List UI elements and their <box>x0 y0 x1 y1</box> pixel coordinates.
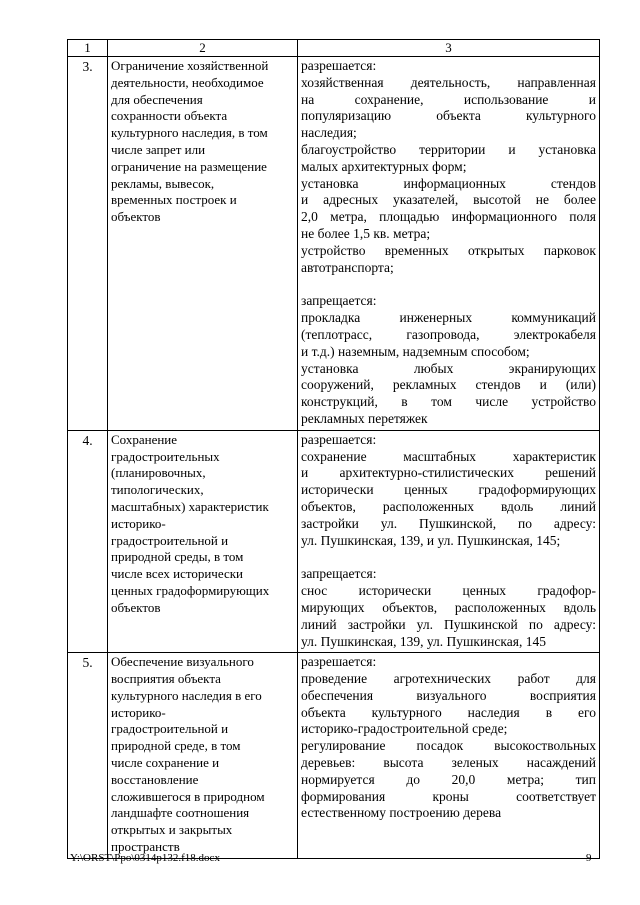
requirement-name-line: восприятия объекта <box>111 671 221 687</box>
description-line: популяризацию объекта культурного <box>301 108 596 124</box>
table-row <box>68 653 600 859</box>
regulations-table <box>67 39 600 859</box>
header-col-2: 2 <box>108 40 298 57</box>
requirement-name <box>108 430 298 653</box>
description-line: нормируется до 20,0 метра; тип <box>301 771 596 787</box>
description-line: обеспечения визуального восприятия <box>301 687 596 703</box>
description-line: исторически ценных градоформирующих <box>301 482 596 498</box>
description-line: (теплотрасс, газопровода, электрокабеля <box>301 326 596 342</box>
description-line: разрешается: <box>301 654 377 670</box>
description-line: и т.д.) наземным, надземным способом; <box>301 343 530 359</box>
description-line: конструкций, в том числе устройство <box>301 394 596 410</box>
description-line: линий застройки ул. Пушкинской по адресу: <box>301 616 596 632</box>
requirement-description <box>298 430 600 653</box>
row-number: 5. <box>68 653 108 859</box>
description-line: историко-градостроительной среде; <box>301 721 508 737</box>
requirement-name-line: временных построек и <box>111 192 237 208</box>
requirement-name-line: числе сохранение и <box>111 755 220 771</box>
requirement-name-line: культурного наследия, в том <box>111 125 268 141</box>
requirement-name-line: ландшафте соотношения <box>111 805 250 821</box>
description-block <box>301 293 596 427</box>
requirement-name-line: для обеспечения <box>111 91 203 107</box>
description-line: естественному построению дерева <box>301 805 502 821</box>
requirement-name-line: Обеспечение визуального <box>111 654 254 670</box>
description-line: формирования кроны соответствует <box>301 788 596 804</box>
description-line: установка информационных стендов <box>301 175 596 191</box>
requirement-description <box>298 653 600 859</box>
requirement-name-line: сохранности объекта <box>111 108 228 124</box>
table-row <box>68 430 600 653</box>
requirement-name-line: ценных градоформирующих <box>111 582 270 598</box>
requirement-name-line: градостроительных <box>111 448 220 464</box>
requirement-name-line: ограничение на размещение <box>111 158 267 174</box>
requirement-name-line: историко- <box>111 704 166 720</box>
requirement-name-line: Ограничение хозяйственной <box>111 58 269 73</box>
header-col-3: 3 <box>298 40 600 57</box>
table-header-row <box>68 40 600 57</box>
description-line: установка любых экранирующих <box>301 360 596 376</box>
requirement-name-line: (планировочных, <box>111 465 206 481</box>
requirement-name-line: градостроительной и <box>111 721 229 737</box>
requirement-name <box>108 57 298 431</box>
description-block <box>301 432 596 550</box>
requirement-name <box>108 653 298 859</box>
description-line: регулирование посадок высокоствольных <box>301 738 596 754</box>
description-line: автотранспорта; <box>301 259 394 275</box>
description-line: запрещается: <box>301 566 377 582</box>
description-line: на сохранение, использование и <box>301 91 596 107</box>
description-line: и архитектурно-стилистических решений <box>301 465 596 481</box>
requirement-name-line: сложившегося в природном <box>111 788 265 804</box>
description-line: хозяйственная деятельность, направленная <box>301 74 596 90</box>
description-line: благоустройство территории и установка <box>301 141 596 157</box>
requirement-description <box>298 57 600 431</box>
description-line: разрешается: <box>301 58 377 73</box>
row-number: 3. <box>68 57 108 431</box>
description-line: сооружений, рекламных стендов и (или) <box>301 377 596 393</box>
description-block <box>301 654 596 822</box>
requirement-name-line: природной среды, в том <box>111 549 244 565</box>
description-line: прокладка инженерных коммуникаций <box>301 310 596 326</box>
requirement-name-line: деятельности, необходимое <box>111 74 264 90</box>
description-line: рекламных перетяжек <box>301 410 428 426</box>
description-line: сохранение масштабных характеристик <box>301 448 596 464</box>
requirement-name-line: восстановление <box>111 771 199 787</box>
description-block <box>301 58 596 276</box>
description-block <box>301 566 596 650</box>
description-line: 2,0 метра, площадью информационного поля <box>301 209 596 225</box>
requirement-name-line: числе всех исторически <box>111 566 243 582</box>
description-line: устройство временных открытых парковок <box>301 242 596 258</box>
requirement-name-line: Сохранение <box>111 431 178 447</box>
requirement-name-line: числе запрет или <box>111 141 206 157</box>
requirement-name-line: объектов <box>111 599 161 615</box>
description-line: наследия; <box>301 125 357 141</box>
description-line: проведение агротехнических работ для <box>301 671 596 687</box>
description-line: не более 1,5 кв. метра; <box>301 225 431 241</box>
description-line: застройки ул. Пушкинской, по адресу: <box>301 515 596 531</box>
description-line: ул. Пушкинская, 139, и ул. Пушкинская, 145; <box>301 532 561 548</box>
requirement-name-line: историко- <box>111 515 166 531</box>
description-line: и адресных указателей, высотой не более <box>301 192 596 208</box>
description-line: деревьев: высота зеленых насаждений <box>301 755 596 771</box>
description-line: запрещается: <box>301 293 377 309</box>
description-line: разрешается: <box>301 431 377 447</box>
requirement-name-line: градостроительной и <box>111 532 229 548</box>
requirement-name-line: культурного наследия в его <box>111 687 262 703</box>
description-line: малых архитектурных форм; <box>301 158 467 174</box>
requirement-name-line: рекламы, вывесок, <box>111 175 215 191</box>
table-row <box>68 57 600 431</box>
description-line: мирующих объектов, расположенных вдоль <box>301 599 596 615</box>
requirement-name-line: открытых и закрытых <box>111 822 233 838</box>
requirement-name-line: природной среде, в том <box>111 738 241 754</box>
description-line: объектов, расположенных вдоль линий <box>301 498 596 514</box>
description-line: ул. Пушкинская, 139, ул. Пушкинская, 145 <box>301 633 546 649</box>
requirement-name-line: масштабных) характеристик <box>111 498 269 514</box>
header-col-1: 1 <box>68 40 108 57</box>
footer-file-path: Y:\ORST\Ppo\0314p132.f18.docx <box>70 852 220 864</box>
description-line: снос исторически ценных градофор- <box>301 583 596 599</box>
row-number: 4. <box>68 430 108 653</box>
requirement-name-line: типологических, <box>111 482 204 498</box>
description-line: объекта культурного наследия в его <box>301 704 596 720</box>
requirement-name-line: объектов <box>111 209 161 225</box>
requirement-name-line: пространств <box>111 839 180 855</box>
footer-page-number: 9 <box>586 852 592 864</box>
